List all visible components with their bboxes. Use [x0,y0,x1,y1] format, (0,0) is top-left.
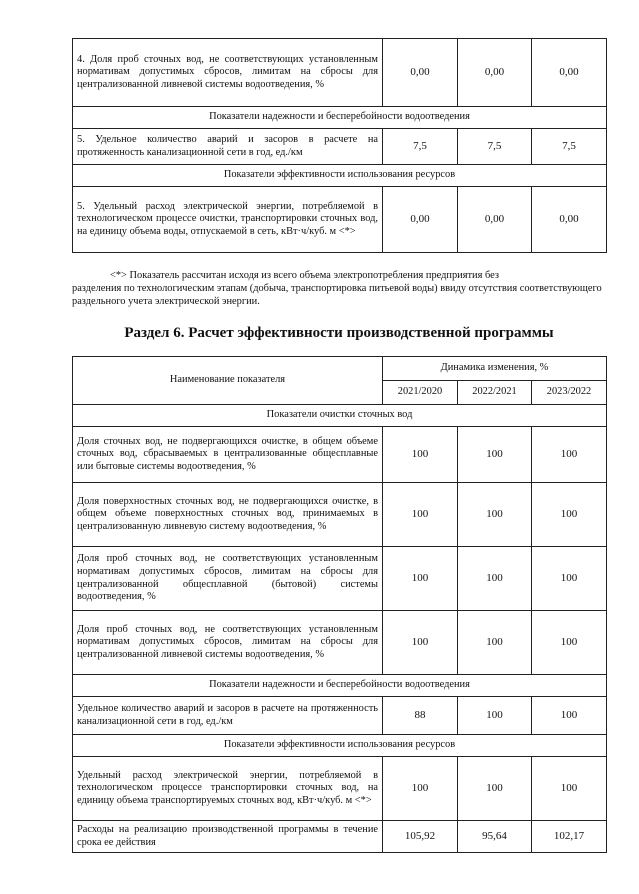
indicator-value: 100 [458,547,532,611]
indicator-value: 100 [532,483,607,547]
footnote [72,269,606,308]
indicator-label: Расходы на реализацию производственной программы в течение срока ее действия [73,821,383,853]
indicator-label: 5. Удельное количество аварий и засоров в расчете на протяженность канализационной сети в год, ед./км [73,129,383,165]
indicator-value: 100 [458,611,532,675]
header-year-2: 2022/2021 [458,381,532,405]
header-indicator-name: Наименование показателя [73,357,383,405]
table-row [73,611,607,675]
indicator-value: 0,00 [532,187,607,253]
section-label: Показатели надежности и бесперебойности водоотведения [73,107,607,129]
footnote-rest: разделения по технологическим этапам (добыча, транспортировка питьевой воды) ввиду отсутствия соответствующего раздельного учета электрической энергии. [72,283,602,307]
indicator-label: Доля проб сточных вод, не соответствующих установленным нормативам допустимых сбросов, лимитам на сбросы для централизованной общесплавной (бытовой) системы водоотведения, % [73,547,383,611]
indicator-value: 0,00 [458,39,532,107]
table-row [73,129,607,165]
indicator-value: 100 [532,427,607,483]
indicator-value: 100 [532,611,607,675]
indicator-value: 7,5 [532,129,607,165]
indicator-label: Удельный расход электрической энергии, потребляемой в технологическом процессе транспортировки сточных вод, на единицу объема транспортируемых сточных вод, кВт·ч/куб. м <*> [73,757,383,821]
indicator-value: 0,00 [532,39,607,107]
indicator-value: 0,00 [383,39,458,107]
indicator-label: Доля проб сточных вод, не соответствующих установленным нормативам допустимых сбросов, лимитам на сбросы для централизованной ливневой системы водоотведения, % [73,611,383,675]
indicator-value: 100 [532,697,607,735]
indicator-value: 102,17 [532,821,607,853]
table-row [73,187,607,253]
indicators-table-continued [72,38,607,253]
header-year-3: 2023/2022 [532,381,607,405]
table-row [73,757,607,821]
section-title: Раздел 6. Расчет эффективности производственной программы [124,325,554,341]
indicator-value: 100 [532,757,607,821]
section-row [73,735,607,757]
indicator-value: 95,64 [458,821,532,853]
indicator-label: 4. Доля проб сточных вод, не соответствующих установленным нормативам допустимых сбросов, лимитам на сбросы для централизованной ливневой системы водоотведения, % [73,39,383,107]
indicator-value: 7,5 [383,129,458,165]
section-label: Показатели очистки сточных вод [73,405,607,427]
indicator-value: 100 [383,757,458,821]
indicator-label: 5. Удельный расход электрической энергии, потребляемой в технологическом процессе очистки, транспортировки сточных вод, на единицу объема воды, отпускаемой в сеть, кВт·ч/куб. м <*> [73,187,383,253]
indicator-value: 7,5 [458,129,532,165]
indicator-value: 100 [458,757,532,821]
header-year-1: 2021/2020 [383,381,458,405]
indicator-value: 0,00 [383,187,458,253]
section-row [73,405,607,427]
indicator-value: 100 [458,427,532,483]
section-row [73,675,607,697]
indicator-value: 100 [458,483,532,547]
footnote-line-1: <*> Показатель рассчитан исходя из всего объема электропотребления предприятия без [110,270,499,281]
indicator-value: 100 [532,547,607,611]
section-label: Показатели надежности и бесперебойности водоотведения [73,675,607,697]
indicator-value: 100 [383,611,458,675]
table-row [73,697,607,735]
table-row [73,821,607,853]
indicator-value: 100 [383,483,458,547]
indicator-value: 88 [383,697,458,735]
indicator-value: 105,92 [383,821,458,853]
indicator-label: Доля поверхностных сточных вод, не подвергающихся очистке, в общем объеме поверхностных сточных вод, принимаемых в централизованную ливневую систему водоотведения, % [73,483,383,547]
section-row [73,165,607,187]
table-row [73,483,607,547]
section-label: Показатели эффективности использования ресурсов [73,735,607,757]
header-dynamics: Динамика изменения, % [383,357,607,381]
section-row [73,107,607,129]
indicator-value: 100 [383,547,458,611]
table-row [73,427,607,483]
section-label: Показатели эффективности использования ресурсов [73,165,607,187]
efficiency-table [72,356,607,853]
indicator-label: Удельное количество аварий и засоров в расчете на протяженность канализационной сети в год, ед./км [73,697,383,735]
indicator-label: Доля сточных вод, не подвергающихся очистке, в общем объеме сточных вод, сбрасываемых в централизованные общесплавные или бытовые системы водоотведения, % [73,427,383,483]
indicator-value: 100 [383,427,458,483]
table-row [73,39,607,107]
indicator-value: 0,00 [458,187,532,253]
indicator-value: 100 [458,697,532,735]
table-row [73,547,607,611]
